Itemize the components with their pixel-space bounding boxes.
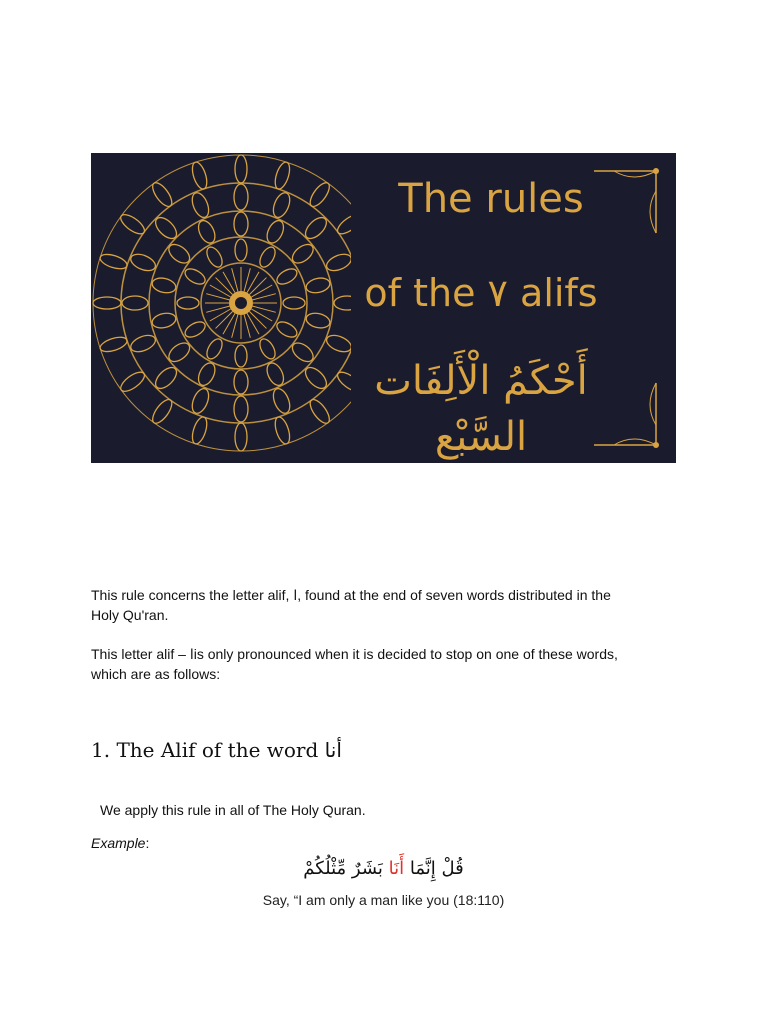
intro-p2-text-a: This letter alif – (91, 646, 190, 662)
intro-p2-alif: ا (189, 647, 194, 663)
apply-rule-text: We apply this rule in all of The Holy Quran. (100, 802, 366, 818)
example-label-line (91, 834, 681, 853)
intro-p1-text-a: This rule concerns the letter alif, (91, 587, 294, 603)
verse-highlight: أَنَا (388, 858, 405, 879)
intro-p1-text-b: , found at the end of seven words distributed in the (297, 587, 611, 603)
intro-paragraph-1 (91, 586, 681, 625)
banner-title-line-1: The rules (398, 176, 584, 222)
mandala-ornament (91, 153, 351, 463)
intro-p2-text-b: is only pronounced when it is decided to stop on one of these words, (193, 646, 618, 662)
section-heading-text: 1. The Alif of the word (91, 738, 325, 762)
intro-p2-text-c: which are as follows: (91, 666, 221, 682)
intro-paragraph-2 (91, 645, 681, 684)
banner-title-line-2: of the ٧ alifs (364, 271, 598, 315)
intro-p1-alif: ا (293, 588, 298, 604)
example-colon: : (145, 835, 150, 851)
banner-title-arabic: أَحْكَمُ الْأَلِفَات السَّبْع (374, 358, 588, 460)
verse-translation: Say, “I am only a man like you (18:110) (262, 892, 505, 908)
quran-verse (91, 858, 676, 879)
example-label: Example (91, 835, 146, 851)
title-banner (91, 153, 676, 463)
verse-part-1: قُلْ إِنَّمَا (404, 858, 464, 879)
section-heading-arabic: أنا (324, 738, 342, 762)
verse-part-2: بَشَرٌ مِّثْلُكُمْ (303, 858, 389, 879)
intro-p1-text-c: Holy Qu'ran. (91, 607, 169, 623)
section-heading (91, 738, 342, 762)
